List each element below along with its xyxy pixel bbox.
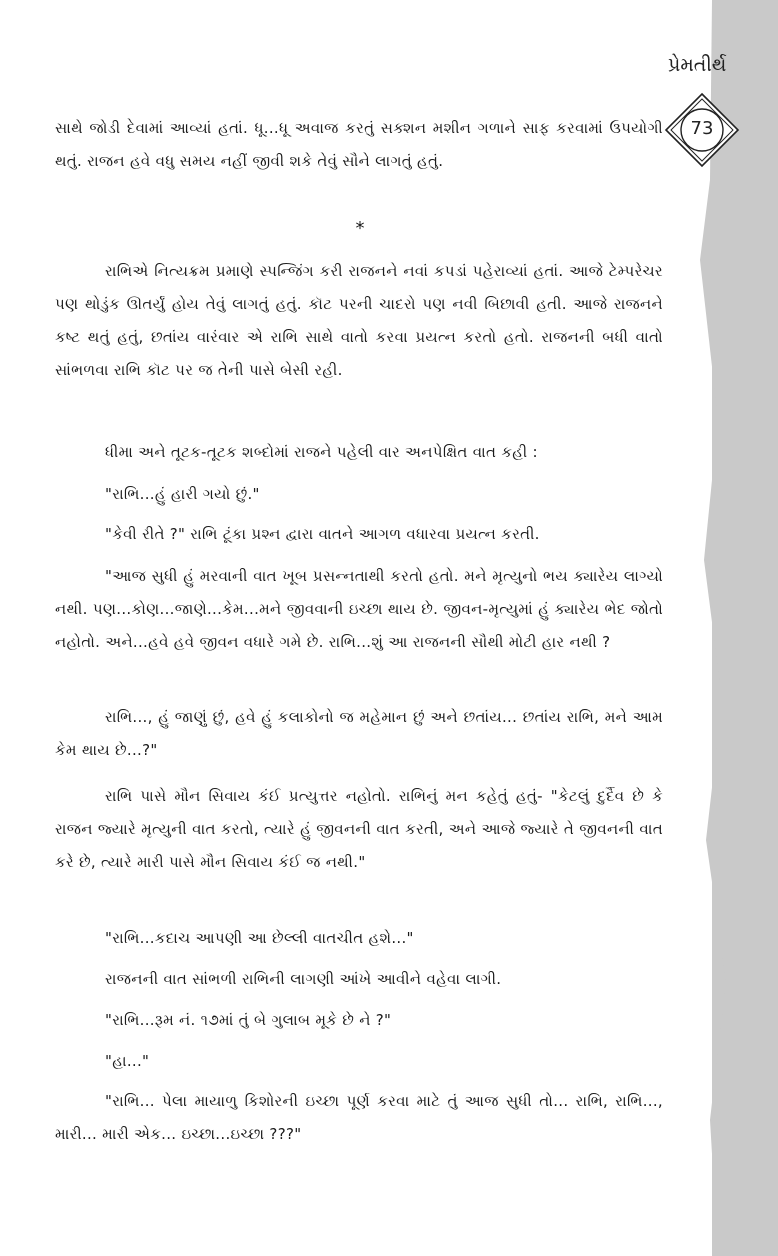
paragraph: "રાભિ...હું હારી ગયો છું.": [105, 485, 260, 503]
paragraph: "રાભિ...કદાચ આપણી આ છેલ્લી વાતચીત હશે...": [105, 929, 414, 947]
page-number-badge: [664, 92, 740, 168]
paragraph: "હા...": [105, 1052, 150, 1070]
paragraph: "કેવી રીતે ?" રાભિ ટૂંકા પ્રશ્ન દ્વારા વાતને આગળ વધારવા પ્રયત્ન કરતી.: [105, 525, 540, 543]
section-separator: *: [355, 218, 365, 239]
paragraph: રાભિએ નિત્યક્રમ પ્રમાણે સ્પન્જિંગ કરી રાજનને નવાં કપડાં પહેરાવ્યાં હતાં. આજે ટેમ્પરેચર પણ થોડુંક ઊતર્યું હોય તેવું લાગતું હતું. કૉટ પરની ચાદરો પણ નવી બિછાવી હતી. આજે રાજનને કષ્ટ થતું હતું, છતાંય વારંવાર એ રાભિ સાથે વાતો કરવા પ્રયત્ન કરતો હતો. રાજનની બધી વાતો સાંભળવા રાભિ કૉટ પર જ તેની પાસે બેસી રહી.: [55, 262, 663, 379]
page-number: 73: [690, 118, 714, 139]
paragraph: ધીમા અને તૂટક-તૂટક શબ્દોમાં રાજને પહેલી વાર અનપેક્ષિત વાત કહી :: [105, 443, 538, 461]
paragraph: "રાભિ...રૂમ નં. ૧૭માં તું બે ગુલાબ મૂકે છે ને ?": [105, 1011, 392, 1029]
paragraph: રાભિ..., હું જાણું છું, હવે હું કલાકોનો જ મહેમાન છું અને છતાંય... છતાંય રાભિ, મને આમ કેમ થાય છે...?": [55, 708, 663, 759]
torn-edge-decoration: [682, 0, 778, 1256]
paragraph: "આજ સુધી હું મરવાની વાત ખૂબ પ્રસન્નતાથી કરતો હતો. મને મૃત્યુનો ભય ક્યારેય લાગ્યો નથી. પણ...કોણ...જાણે...કેમ...મને જીવવાની ઇચ્છા થાય છે. જીવન-મૃત્યુમાં હું ક્યારેય ભેદ જોતો નહોતો. અને...હવે હવે જીવન વધારે ગમે છે. રાભિ...શું આ રાજનની સૌથી મોટી હાર નથી ?: [55, 567, 663, 651]
paragraph: રાભિ પાસે મૌન સિવાય કંઈ પ્રત્યુત્તર નહોતો. રાભિનું મન કહેતું હતું- "કેટલું દુર્દૈવ છે કે રાજન જ્યારે મૃત્યુની વાત કરતો, ત્યારે હું જીવનની વાત કરતી, અને આજે જ્યારે તે જીવનની વાત કરે છે, ત્યારે મારી પાસે મૌન સિવાય કંઈ જ નથી.": [55, 787, 663, 871]
book-title: પ્રેમતીર્થ: [668, 54, 727, 76]
paragraph: સાથે જોડી દેવામાં આવ્યાં હતાં. ધૂ...ધૂ અવાજ કરતું સક્શન મશીન ગળાને સાફ કરવામાં ઉપયોગી થતું. રાજન હવે વધુ સમય નહીં જીવી શકે તેવું સૌને લાગતું હતું.: [55, 119, 663, 170]
paragraph: "રાભિ... પેલા માયાળુ કિશોરની ઇચ્છા પૂર્ણ કરવા માટે તું આજ સુધી તો... રાભિ, રાભિ..., મારી... મારી એક... ઇચ્છા...ઇચ્છા ???": [55, 1092, 663, 1143]
page-edge-band: [712, 0, 778, 1256]
paragraph: રાજનની વાત સાંભળી રાભિની લાગણી આંખે આવીને વહેવા લાગી.: [105, 970, 502, 988]
